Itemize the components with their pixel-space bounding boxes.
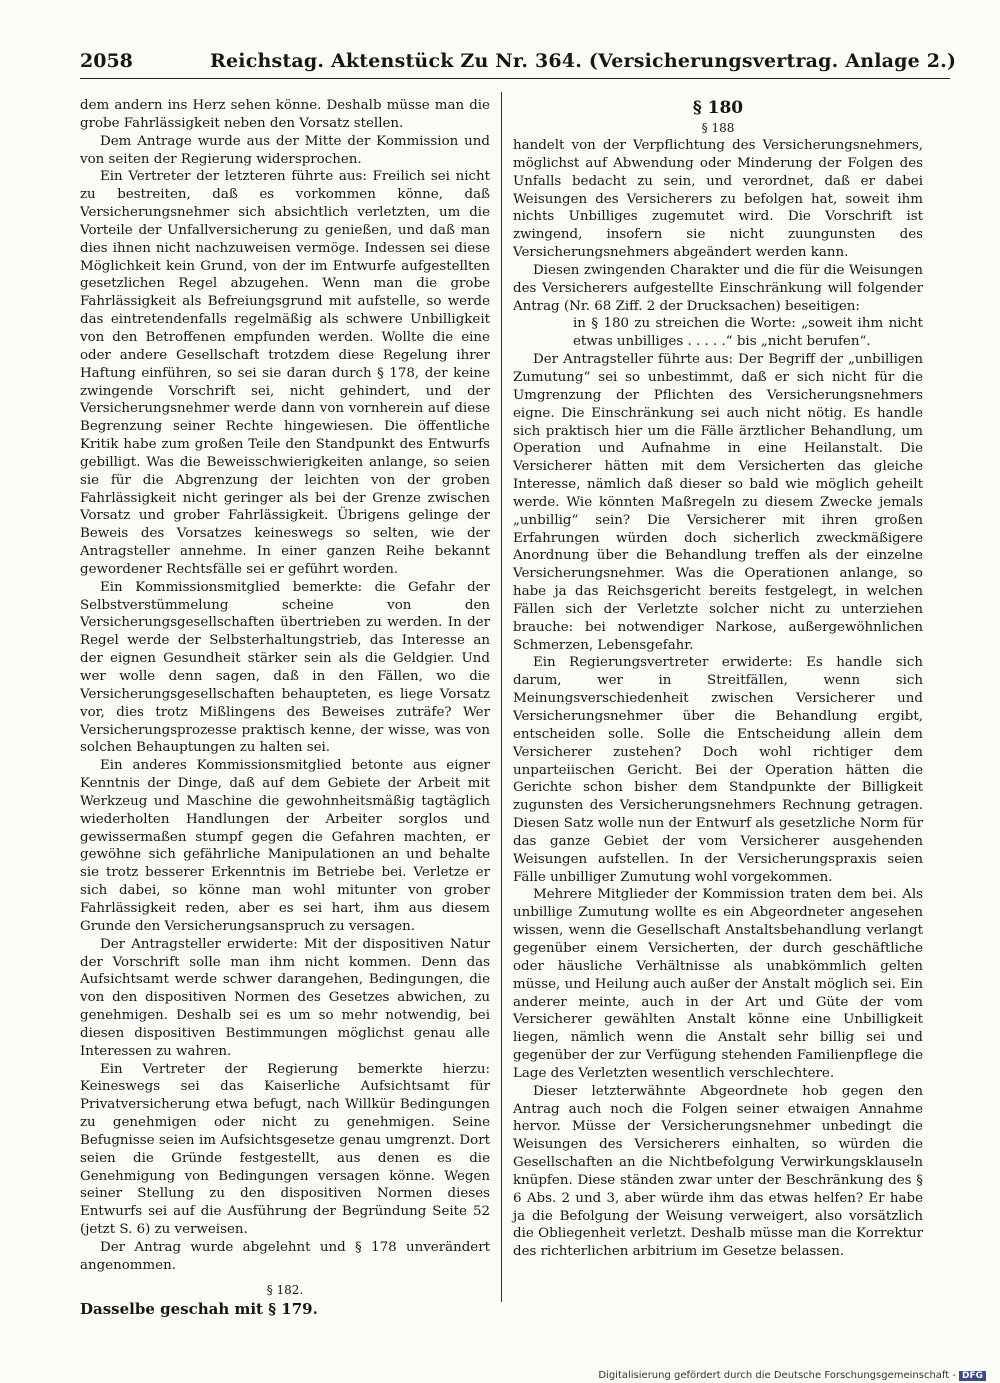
section-heading: § 180: [692, 98, 744, 118]
footer-text: Digitalisierung gefördert durch die Deutsche Forschungsgemeinschaft -: [598, 1370, 956, 1381]
paragraph: Ein Vertreter der letzteren führte aus: Freilich sei nicht zu bestreiten, daß es vorkommen könne, daß Versicherungsnehmer sich absichtlich verletzten, um die Vorteile der Unfallversicherung zu genießen, und daß man dies ihnen nicht nachzuweisen vermöge. Indessen sei diese Möglichkeit kein Grund, von der im Entwurfe aufgestellten gesetzlichen Regel abzugehen. Wenn man die grobe Fahrlässigkeit als Befreiungsgrund mit aufstelle, so werde das eintretendenfalls regelmäßig als schwere Unbilligkeit von den Betroffenen empfunden werden. Wollte die eine oder andere Gesellschaft trotzdem diese Regelung ihrer Haftung einführen, so sei sie daran durch § 178, der keine zwingende Vorschrift sei, nicht gehindert, und der Versicherungsnehmer werde dann von vornherein auf diese Begrenzung seiner Rechte hingewiesen. Die öffentliche Kritik habe zum großen Teile den Standpunkt des Entwurfs gebilligt. Was die Beweisschwierigkeiten anlange, so seien sie für die Abgrenzung der leichten von der groben Fahrlässigkeit nicht geringer als bei der Grenze zwischen Vorsatz und grober Fahrlässigkeit. Übrigens gelinge der Beweis des Vorsatzes keineswegs so selten, wie der Antragsteller annehme. In einer ganzen Reihe bekannt gewordener Rechtsfälle sei er geführt worden.: [80, 169, 490, 577]
running-title: Reichstag. Aktenstück Zu Nr. 364. (Versicherungsvertrag. Anlage 2.): [210, 50, 957, 72]
paragraph: Mehrere Mitglieder der Kommission traten dem bei. Als unbillige Zumutung wollte es ein Abgeordneter angesehen wissen, wenn die Gesellschaft Anstaltsbehandlung verlangt gegenüber einem Versicherten, der durch geschäftliche oder häusliche Verhältnisse als unabkömmlich gelten müsse, und Heilung auch außer der Anstalt möglich sei. Ein anderer meinte, auch in der Art und Güte der vom Versicherer gewählten Anstalt könne eine Unbilligkeit liegen, nämlich wenn die Anstalt sehr billig sei und gegenüber der zur Verfügung stehenden Familienpflege die Lage des Verletzten wesentlich verschlechtere.: [513, 887, 923, 1081]
section-number: § 182.: [266, 1282, 304, 1297]
paragraph: Dieser letzterwähnte Abgeordnete hob gegen den Antrag auch noch die Folgen seiner etwaigen Annahme hervor. Müsse der Versicherungsnehmer unbedingt die Weisungen des Versicherers einhalten, so würden die Gesellschaften an die Nichtbefolgung Verwirkungsklauseln knüpfen. Diese ständen zwar unter der Beschränkung des § 6 Abs. 2 und 3, aber würde ihm das etwas helfen? Er habe ja die Befolgung der Weisung verweigert, also vorsätzlich die Obliegenheit verletzt. Deshalb müsse man die Korrektur des richterlichen arbitrium im Gesetze belassen.: [513, 1083, 923, 1260]
quoted-motion: in § 180 zu streichen die Worte: „soweit ihm nicht etwas unbilliges . . . . .“ bis „nicht berufen“.: [573, 316, 923, 350]
page-number: 2058: [80, 50, 133, 72]
header-rule: [80, 78, 950, 79]
section-number: § 188: [701, 121, 735, 135]
section-heading: Dasselbe geschah mit § 179.: [80, 1299, 318, 1318]
right-column: [513, 97, 923, 1261]
paragraph: Dem Antrage wurde aus der Mitte der Kommission und von seiten der Regierung widersprochen.: [80, 133, 490, 167]
paragraph: Ein Regierungsvertreter erwiderte: Es handle sich darum, wer in Streitfällen, wenn sich Meinungsverschiedenheit zwischen Versicherer und Versicherungsnehmer über die Behandlung ergibt, entscheiden solle. Solle die Entscheidung allein dem Versicherer zustehen? Doch wohl richtiger dem unparteiischen Gericht. Bei der Operation hätten die Gerichte schon bisher dem Standpunkte der Billigkeit zugunsten des Versicherungsnehmers Rechnung getragen. Diesen Satz wolle nun der Entwurf als gesetzliche Norm für das ganze Gebiet der vom Versicherer ausgehenden Weisungen aufstellen. In der Versicherungspraxis seien Fälle unbilliger Zumutung wohl vorgekommen.: [513, 655, 923, 885]
paragraph: Der Antragsteller führte aus: Der Begriff der „unbilligen Zumutung“ sei so unbestimmt, daß er sich nicht für die Umgrenzung der Pflichten des Versicherungsnehmers eigne. Die Einschränkung sei auch nicht nötig. Es handle sich praktisch hier um die Fälle ärztlicher Behandlung, um Operation und Aufnahme in eine Heilanstalt. Die Versicherer hätten mit dem Versicherten das gleiche Interesse, nämlich daß dieser so bald wie möglich geheilt werde. Wie könnten Maßregeln zu diesem Zwecke jemals „unbillig“ sein? Die Versicherer mit ihren großen Erfahrungen würden doch sicherlich zweckmäßigere Anordnung über die Behandlung treffen als der einzelne Versicherungsnehmer. Was die Operationen anlange, so habe ja das Reichsgericht bereits festgelegt, in welchen Fällen sich der Verletzte solcher nicht zu unterziehen brauche: bei notwendiger Narkose, außergewöhnlichen Schmerzen, Lebensgefahr.: [513, 352, 923, 653]
left-column: [80, 97, 490, 1319]
paragraph: dem andern ins Herz sehen könne. Deshalb müsse man die grobe Fahrlässigkeit neben den Vorsatz stellen.: [80, 98, 490, 131]
paragraph: Diesen zwingenden Charakter und die für die Weisungen des Versicherers aufgestellte Einschränkung will folgender Antrag (Nr. 68 Ziff. 2 der Drucksachen) beseitigen:: [513, 262, 923, 314]
page-header: [80, 44, 957, 76]
paragraph: handelt von der Verpflichtung des Versicherungsnehmers, möglichst auf Abwendung oder Minderung der Folgen des Unfalls bedacht zu sein, und verordnet, daß er dabei Weisungen des Versicherers zu befolgen hat, soweit ihm nichts Unbilliges zugemutet wird. Die Vorschrift ist zwingend, insofern sie nicht zuungunsten des Versicherungsnehmers abgeändert werden kann.: [513, 138, 923, 261]
footer-credit: [598, 1370, 986, 1381]
column-separator: [501, 92, 502, 1302]
paragraph: Der Antragsteller erwiderte: Mit der dispositiven Natur der Vorschrift solle man ihm nicht kommen. Denn das Aufsichtsamt werde schwer darangehen, Bedingungen, die von den dispositiven Normen des Gesetzes abwichen, zu genehmigen. Deshalb sei es um so mehr notwendig, bei diesen dispositiven Bestimmungen möglichst genau alle Interessen zu wahren.: [80, 936, 490, 1059]
dfg-logo: DFG: [959, 1371, 986, 1381]
paragraph: Ein anderes Kommissionsmitglied betonte aus eigner Kenntnis der Dinge, daß auf dem Gebiete der Arbeit mit Werkzeug und Maschine die gewohnheitsmäßig tagtäglich wiederholten Handlungen der Arbeiter sorglos und gewissermaßen stumpf gegen die Gefahren machten, er gewöhne sich gefährliche Manipulationen an und behalte sie trotz besserer Erkenntnis im Betriebe bei. Verletze er sich dabei, so könne man wohl mitunter von grober Fahrlässigkeit reden, aber es sei hart, ihm aus diesem Grunde den Versicherungsanspruch zu versagen.: [80, 758, 490, 934]
paragraph: Ein Kommissionsmitglied bemerkte: die Gefahr der Selbstverstümmelung scheine von den Versicherungsgesellschaften übertrieben zu werden. In der Regel werde der Selbsterhaltungstrieb, das Interesse an der eignen Gesundheit stärker sein als die Geldgier. Und wer wolle denn sagen, daß in den Fällen, wo die Versicherungsgesellschaften behaupteten, es liege Vorsatz vor, dies trotz Mißlingens des Beweises zuträfe? Wer Versicherungsprozesse praktisch kenne, der wisse, was von solchen Behauptungen zu halten sei.: [80, 579, 490, 756]
paragraph: Der Antrag wurde abgelehnt und § 178 unverändert angenommen.: [80, 1240, 490, 1273]
paragraph: Ein Vertreter der Regierung bemerkte hierzu: Keineswegs sei das Kaiserliche Aufsichtsamt für Privatversicherung etwa befugt, nach Willkür Bedingungen zu genehmigen oder nicht zu genehmigen. Seine Befugnisse seien im Aufsichtsgesetze genau umgrenzt. Dort seien die Gründe festgestellt, aus denen es die Genehmigung von Bedingungen versagen könne. Wegen seiner Stellung zu den dispositiven Normen dieses Entwurfs sei auf die Ausführung der Begründung Seite 52 (jetzt S. 6) zu verweisen.: [80, 1061, 490, 1238]
